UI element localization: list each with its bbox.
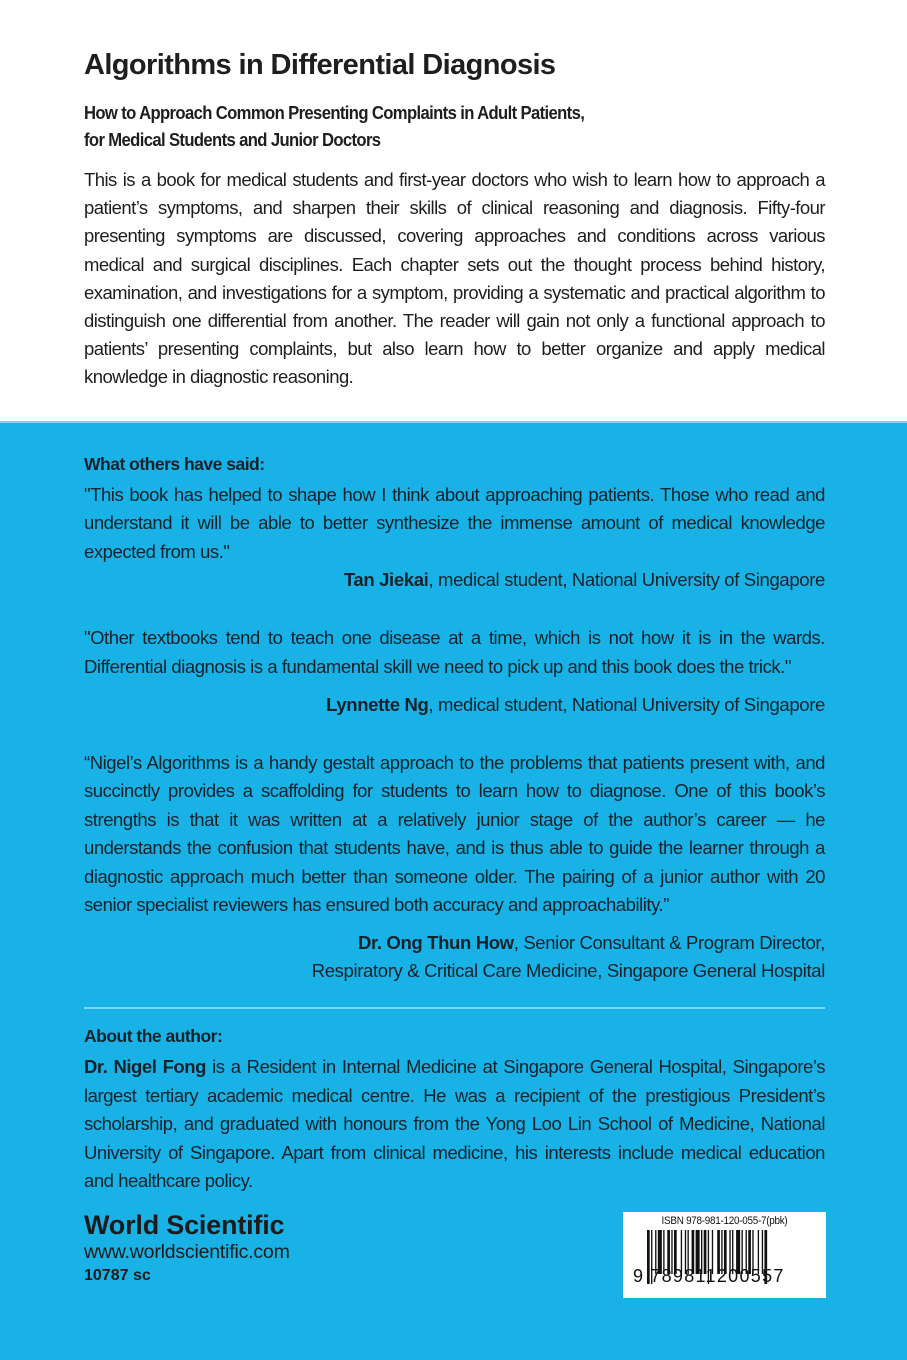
reviewer-affiliation: Respiratory & Critical Care Medicine, Singapore General Hospital (311, 960, 825, 982)
back-cover-blue-panel (0, 421, 907, 1360)
review-quote: "Other textbooks tend to teach one disease at a time, which is not how it is in the wards. Differential diagnosis is a fundamental skill we need to pick up and this book does the trick." (84, 627, 825, 677)
book-title: Algorithms in Differential Diagnosis (84, 49, 556, 81)
isbn-barcode (623, 1212, 826, 1298)
subtitle-line-2: for Medical Students and Junior Doctors (84, 129, 381, 150)
review-attribution (84, 691, 825, 719)
reviews-heading: What others have said: (84, 454, 265, 474)
publisher-name: World Scientific (84, 1210, 285, 1240)
reviewer-name: Dr. Ong Thun How (357, 932, 514, 954)
publisher-url[interactable]: www.worldscientific.com (84, 1241, 290, 1263)
reviewer-role: , medical student, National University of Singapore (428, 694, 825, 716)
back-cover-top (0, 0, 907, 421)
review-quote: "This book has helped to shape how I think about approaching patients. Those who read and understand it will be able to better synthesize the immense amount of medical knowledge expected from us." (84, 484, 825, 562)
subtitle-line-1: How to Approach Common Presenting Complaints in Adult Patients, (84, 102, 585, 123)
author-heading: About the author: (84, 1026, 223, 1047)
reviewer-role: , medical student, National University of Singapore (428, 569, 825, 591)
book-subtitle (84, 99, 660, 153)
reviewer-name: Tan Jiekai (343, 569, 429, 591)
barcode-digits (633, 1266, 785, 1287)
reviews-section (84, 451, 825, 1196)
author-name: Dr. Nigel Fong (84, 1056, 206, 1078)
reviewer-role: , Senior Consultant & Program Director, (513, 932, 825, 954)
author-bio-text: is a Resident in Internal Medicine at Singapore General Hospital, Singapore’s largest tertiary academic medical centre. He was a recipient of the prestigious President’s scholarship, and graduated with honours from the Yong Loo Lin School of Medicine, National University of Singapore. Apart from clinical medicine, his interests include medical education and healthcare policy. (84, 1056, 826, 1192)
reviewer-name: Lynnette Ng (326, 694, 429, 716)
publisher-block (84, 1210, 290, 1288)
book-blurb: This is a book for medical students and first-year doctors who wish to learn how to approach a patient’s symptoms, and sharpen their skills of clinical reasoning and diagnosis. Fifty-four presenting symptoms are discussed, covering approaches and conditions across various medical and surgical disciplines. Each chapter sets out the thought process behind history, examination, and investigations for a symptom, providing a systematic and practical algorithm to distinguish one differential from another. The reader will gain not only a functional approach to patients’ presenting complaints, but also learn how to better organize and apply medical knowledge in diagnostic reasoning. (84, 169, 825, 388)
author-bio (84, 1053, 825, 1195)
review-attribution (84, 566, 825, 594)
isbn-label: ISBN 978-981-120-055-7(pbk) (661, 1215, 788, 1227)
review-quote: “Nigel’s Algorithms is a handy gestalt approach to the problems that patients present with, and succinctly provides a scaffolding for students to learn how to diagnose. One of this book’s strengths is that it was written at a relatively junior stage of the author’s career — he understands the confusion that students have, and is thus able to guide the learner through a diagnostic approach much better than someone older. The pairing of a junior author with 20 senior specialist reviewers has ensured both accuracy and approachability.” (84, 752, 825, 916)
review-attribution (84, 929, 825, 985)
barcode-number: 789811200557 (650, 1266, 785, 1286)
product-code: 10787 sc (84, 1267, 151, 1284)
barcode-first-digit: 9 (633, 1266, 645, 1286)
section-divider (84, 1007, 825, 1009)
